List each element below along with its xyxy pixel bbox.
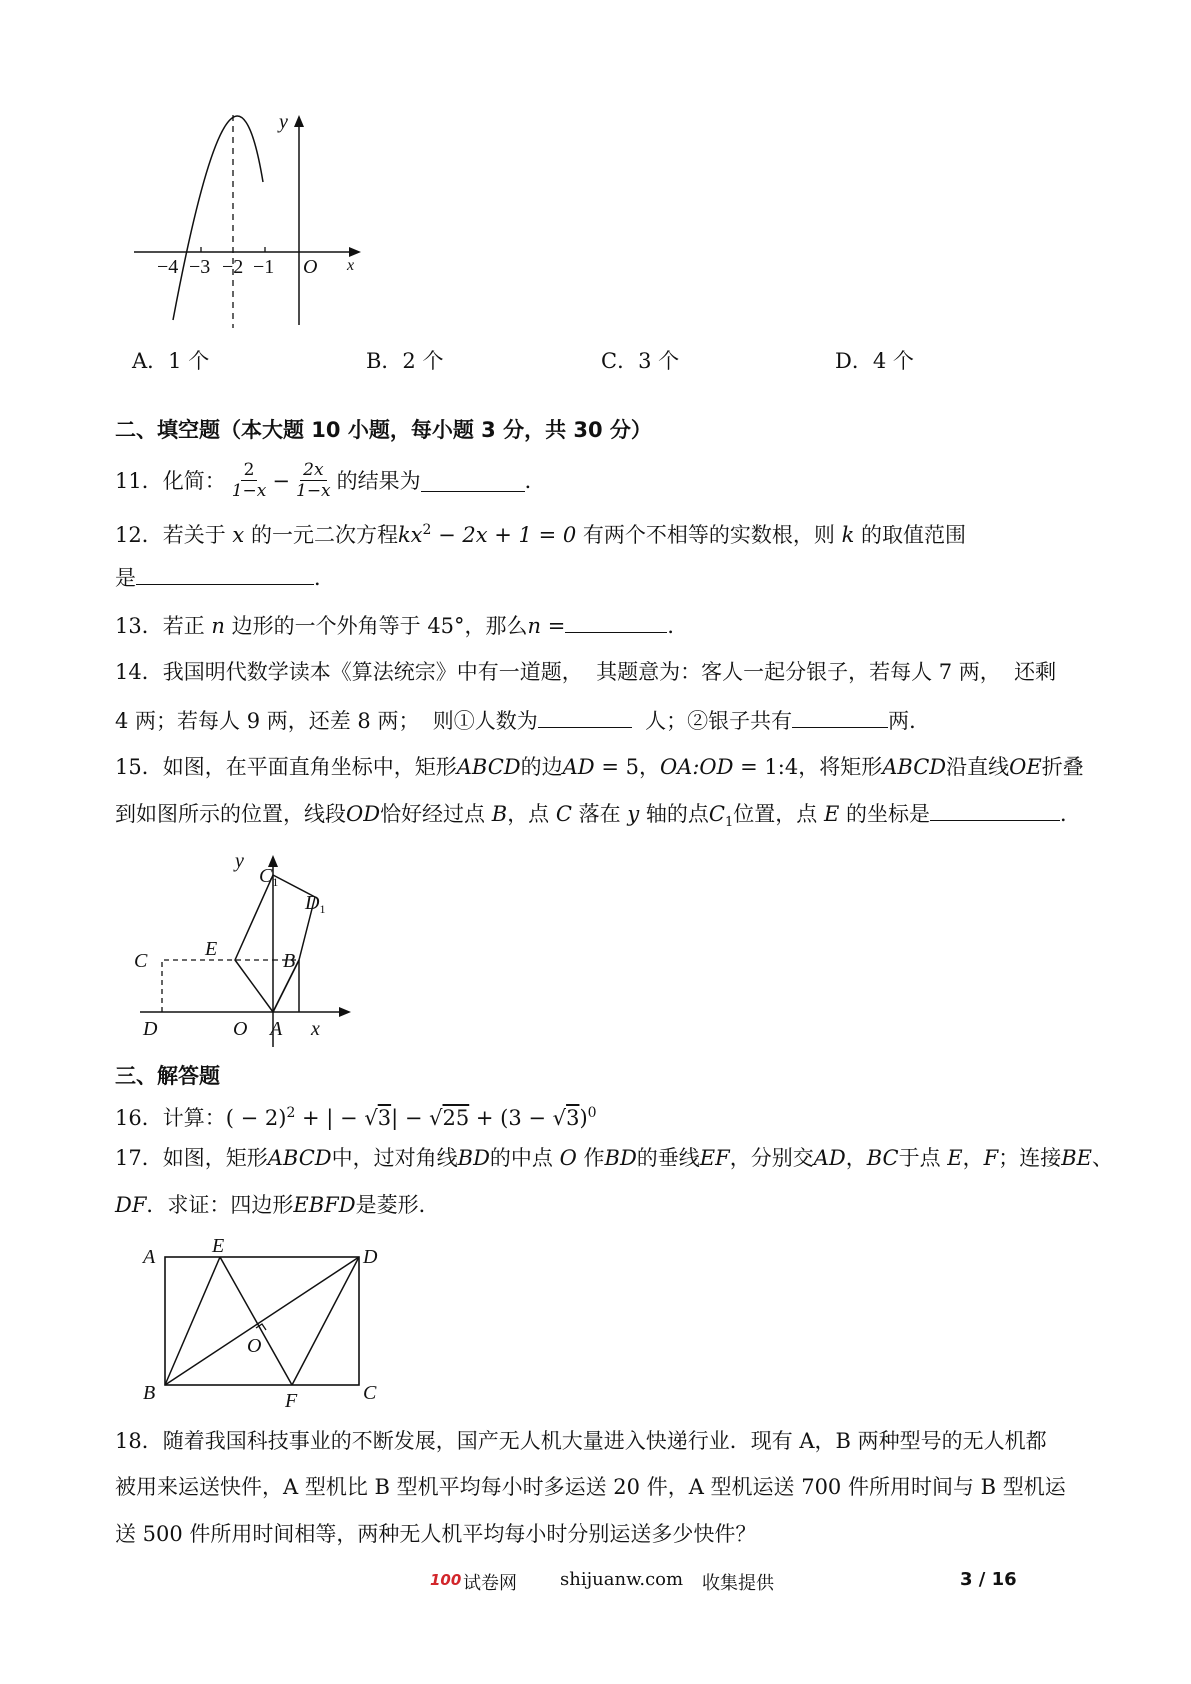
answer-blank[interactable]: [930, 798, 1060, 821]
point-o-label: O: [247, 1335, 262, 1357]
option-a: A．1 个: [132, 349, 210, 373]
rectangle-figure: [135, 1235, 395, 1410]
axis-x-label: x: [347, 257, 355, 274]
x-axis-label: x: [311, 1018, 320, 1040]
option-b: B．2 个: [366, 349, 444, 373]
footer: [0, 1569, 1191, 1599]
point-c-label: C: [363, 1382, 377, 1404]
point-b-label: B: [283, 950, 296, 972]
question-12-line-1: 12．若关于 x 的一元二次方程$kx^2 - 2x + 1 = 0$ 有两个不相等的实数根，则 k 的取值范围: [115, 522, 967, 547]
provided-text: 收集提供: [702, 1573, 774, 1594]
answer-blank-people[interactable]: [538, 705, 632, 728]
question-18-line-2: 被用来运送快件，A 型机比 B 型机平均每小时多运送 20 件，A 型机运送 700 件所用时间与 B 型机运: [115, 1475, 1066, 1499]
question-15-line-1: 15．如图，在平面直角坐标中，矩形ABCD的边AD = 5，OA:OD = 1:4，将矩形ABCD沿直线OE折叠: [115, 755, 1084, 779]
option-d: D．4 个: [835, 349, 914, 373]
question-14-line-2: 4 两；若每人 9 两，还差 8 两； 则①人数为 人；②银子共有 两．: [115, 705, 930, 736]
option-c: C．3 个: [601, 349, 680, 373]
origin-label: O: [303, 256, 318, 278]
question-12-line-2: 是 ．: [115, 562, 335, 593]
fraction-1: $\frac{2}{1-x}$: [231, 460, 267, 501]
tick-label: −2: [222, 256, 244, 278]
question-17-line-1: 17．如图，矩形ABCD中，过对角线BD的中点 O 作BD的垂线EF，分别交AD，BC于点 E，F；连接BE、: [115, 1146, 1113, 1170]
question-18-line-1: 18．随着我国科技事业的不断发展，国产无人机大量进入快递行业．现有 A，B 两种型号的无人机都: [115, 1429, 1047, 1453]
tick-label: −3: [189, 256, 211, 278]
question-18-line-3: 送 500 件所用时间相等，两种无人机平均每小时分别运送多少快件？: [115, 1522, 757, 1546]
answer-blank[interactable]: [421, 469, 525, 492]
point-o-label: O: [233, 1018, 248, 1040]
question-17-line-2: DF．求证：四边形EBFD是菱形．: [115, 1193, 440, 1217]
question-14-line-1: 14．我国明代数学读本《算法统宗》中有一道题， 其题意为：客人一起分银子，若每人 7 两， 还剩: [115, 660, 1057, 684]
site-url[interactable]: shijuanw.com: [560, 1569, 684, 1590]
tick-label: −4: [157, 256, 179, 278]
point-e-label: E: [212, 1235, 225, 1257]
point-d-label: D: [143, 1018, 158, 1040]
fraction-2: $\frac{2x}{1-x}$: [296, 460, 331, 501]
question-11: 11．化简： $\frac{2}{1-x}$ − $\frac{2x}{1-x}$ 的结果为 ．: [115, 460, 546, 501]
section-2-title: 二、填空题（本大题 10 小题，每小题 3 分，共 30 分）: [115, 418, 652, 442]
point-e-label: E: [205, 938, 218, 960]
answer-blank[interactable]: [136, 562, 314, 585]
point-c1-label: $C_1$: [259, 865, 279, 889]
question-16: 16．计算：( − 2)$^2$ + | − $√3| - √25 + (3 - √3)^0$: [115, 1105, 597, 1130]
site-logo: 100: [430, 1571, 462, 1589]
point-a-label: A: [270, 1018, 283, 1040]
tick-label: −1: [253, 256, 275, 278]
question-13: 13．若正 n 边形的一个外角等于 45°，那么n = ．: [115, 610, 688, 641]
point-c-label: C: [134, 950, 148, 972]
question-15-line-2: 到如图所示的位置，线段OD恰好经过点 B，点 C 落在 y 轴的点$C_1$位置，点 E 的坐标是 ．: [115, 798, 1081, 838]
answer-blank[interactable]: [565, 610, 667, 633]
point-d-label: D: [363, 1246, 378, 1268]
fold-figure: [125, 845, 365, 1050]
y-axis-label: y: [235, 850, 244, 872]
point-d1-label: $D_1$: [305, 892, 326, 916]
site-name: 试卷网: [463, 1573, 517, 1594]
parabola-figure: [125, 110, 385, 360]
point-a-label: A: [143, 1246, 156, 1268]
page-number: 3 / 16: [960, 1569, 1017, 1590]
axis-y-label: y: [279, 111, 288, 133]
answer-blank-silver[interactable]: [792, 705, 888, 728]
section-3-title: 三、解答题: [115, 1064, 220, 1088]
point-f-label: F: [285, 1390, 298, 1410]
point-b-label: B: [143, 1382, 156, 1404]
